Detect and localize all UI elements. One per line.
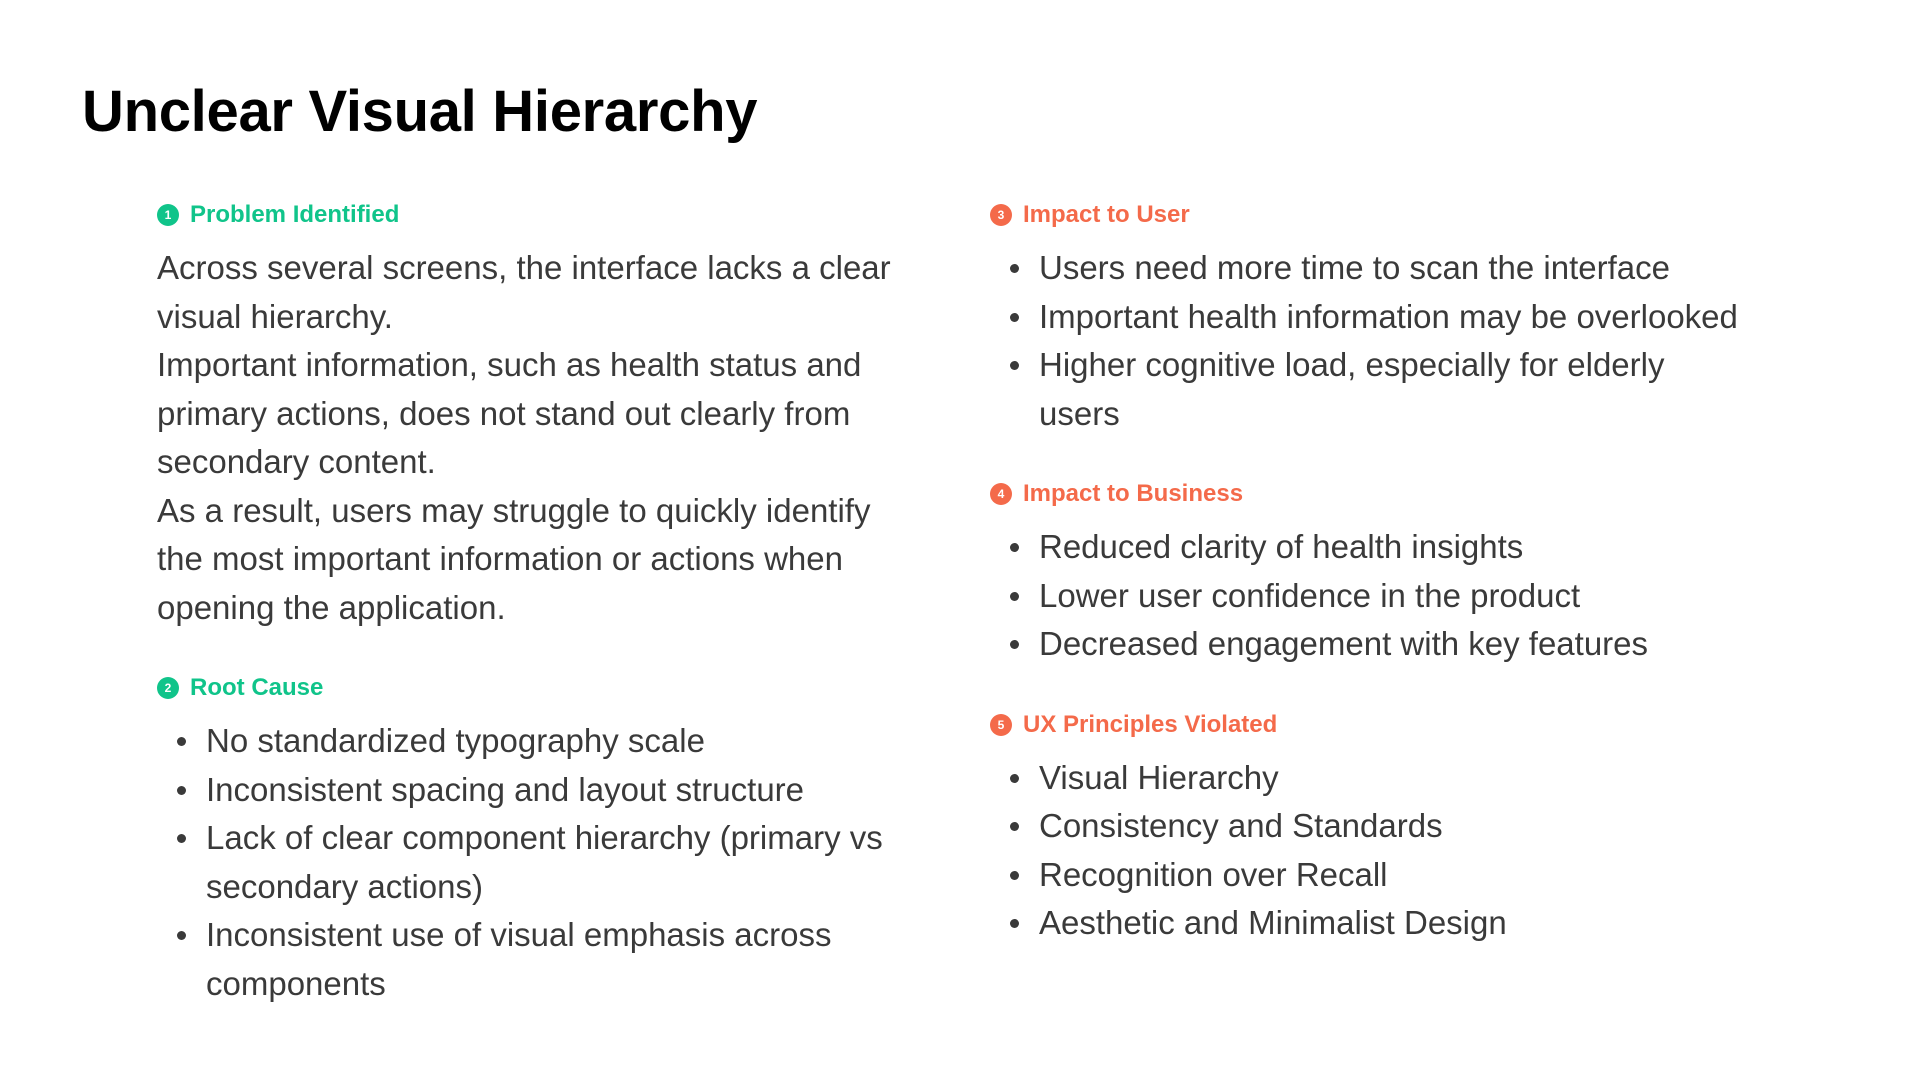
list-item: Lack of clear component hierarchy (primary vs secondary actions) bbox=[157, 814, 897, 911]
section-heading bbox=[990, 708, 1750, 742]
list-item: Inconsistent use of visual emphasis across components bbox=[157, 911, 897, 1008]
impact-to-business-section bbox=[990, 477, 1750, 669]
problem-identified-section bbox=[157, 198, 897, 632]
list-item: Visual Hierarchy bbox=[990, 754, 1750, 803]
impact-to-user-section bbox=[990, 198, 1750, 438]
root-cause-list bbox=[157, 717, 897, 1008]
ux-principles-list bbox=[990, 754, 1750, 948]
problem-paragraph: Across several screens, the interface lacks a clear visual hierarchy. bbox=[157, 249, 891, 335]
section-heading bbox=[990, 198, 1750, 232]
page-title: Unclear Visual Hierarchy bbox=[82, 79, 758, 144]
list-item: Inconsistent spacing and layout structure bbox=[157, 766, 897, 815]
list-item: Recognition over Recall bbox=[990, 851, 1750, 900]
list-item: Higher cognitive load, especially for elderly users bbox=[990, 341, 1750, 438]
section-title: Problem Identified bbox=[190, 201, 400, 228]
list-item: Consistency and Standards bbox=[990, 802, 1750, 851]
root-cause-section bbox=[157, 671, 897, 1008]
impact-to-user-list bbox=[990, 244, 1750, 438]
section-heading bbox=[157, 198, 897, 232]
section-heading bbox=[990, 477, 1750, 511]
right-column bbox=[990, 198, 1750, 987]
left-column bbox=[157, 198, 897, 1047]
problem-paragraph: As a result, users may struggle to quickly identify the most important information or actions when opening the application. bbox=[157, 491, 871, 626]
section-title: Impact to Business bbox=[1023, 480, 1244, 507]
list-item: No standardized typography scale bbox=[157, 717, 897, 766]
number-badge-4: 4 bbox=[990, 483, 1012, 505]
section-heading bbox=[157, 671, 897, 705]
number-badge-2: 2 bbox=[157, 677, 179, 699]
impact-to-business-list bbox=[990, 523, 1750, 669]
list-item: Aesthetic and Minimalist Design bbox=[990, 899, 1750, 948]
number-badge-3: 3 bbox=[990, 204, 1012, 226]
list-item: Important health information may be overlooked bbox=[990, 293, 1750, 342]
section-title: Impact to User bbox=[1023, 201, 1190, 228]
number-badge-5: 5 bbox=[990, 714, 1012, 736]
section-title: UX Principles Violated bbox=[1023, 710, 1278, 738]
section-title: Root Cause bbox=[190, 674, 324, 701]
problem-paragraph: Important information, such as health status and primary actions, does not stand out clearly from secondary content. bbox=[157, 346, 862, 480]
list-item: Decreased engagement with key features bbox=[990, 620, 1750, 669]
list-item: Users need more time to scan the interface bbox=[990, 244, 1750, 293]
ux-principles-violated-section bbox=[990, 708, 1750, 948]
number-badge-1: 1 bbox=[157, 204, 179, 226]
list-item: Lower user confidence in the product bbox=[990, 572, 1750, 621]
list-item: Reduced clarity of health insights bbox=[990, 523, 1750, 572]
